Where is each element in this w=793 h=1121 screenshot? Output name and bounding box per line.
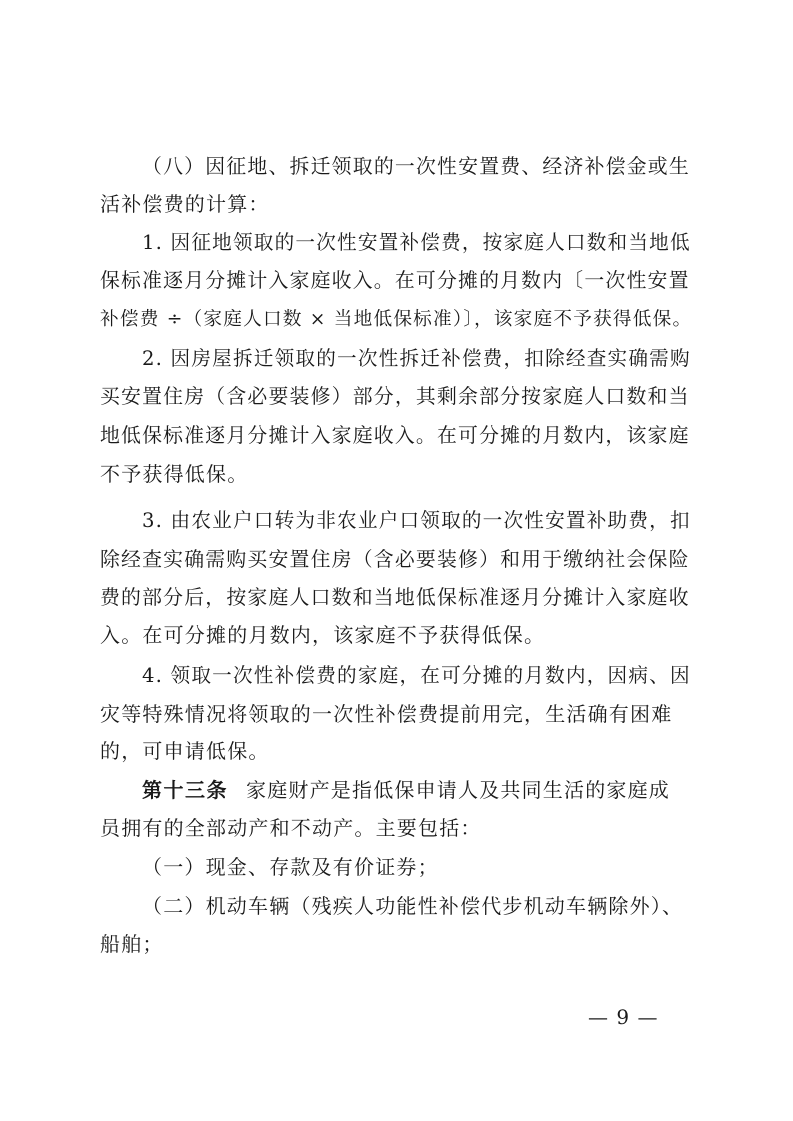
item-4-line-2: 灾等特殊情况将领取的一次性补偿费提前用完，生活确有困难 [100,702,673,726]
item-2-line-1: 2. 因房屋拆迁领取的一次性拆迁补偿费，扣除经查实确需购 [142,347,691,370]
property-item-2-line-1: （二）机动车辆（残疾人功能性补偿代步机动车辆除外）、 [142,894,684,918]
article-13-line-2: 员拥有的全部动产和不动产。主要包括： [100,816,482,840]
page-number: — 9 — [588,1005,659,1029]
article-13-text: 家庭财产是指低保申请人及共同生活的家庭成 [246,778,670,802]
item-2-line-4: 不予获得低保。 [100,462,249,486]
item-1-line-1: 1. 因征地领取的一次性安置补偿费，按家庭人口数和当地低 [142,231,691,254]
item-3-line-3: 费的部分后，按家庭人口数和当地低保标准逐月分摊计入家庭收 [100,586,690,609]
article-13-heading: 第十三条 [142,778,228,802]
item-3-line-1: 3. 由农业户口转为非农业户口领取的一次性安置补助费，扣 [142,509,691,532]
item-2-line-3: 地低保标准逐月分摊计入家庭收入。在可分摊的月数内，该家庭 [100,424,690,447]
item-2-line-2: 买安置住房（含必要装修）部分，其剩余部分按家庭人口数和当 [100,385,690,408]
paragraph-8-line-1: （八）因征地、拆迁领取的一次性安置费、经济补偿金或生 [142,155,690,178]
item-3-line-4: 入。在可分摊的月数内，该家庭不予获得低保。 [100,623,546,647]
item-1-line-3: 补偿费 ÷（家庭人口数 × 当地低保标准）〕，该家庭不予获得低保。 [100,309,693,330]
item-1-line-2: 保标准逐月分摊计入家庭收入。在可分摊的月数内〔一次性安置 [100,269,690,292]
paragraph-8-line-2: 活补偿费的计算： [100,192,270,216]
item-4-line-1: 4. 领取一次性补偿费的家庭，在可分摊的月数内，因病、因 [142,664,691,687]
property-item-2-line-2: 船舶； [100,932,164,956]
item-3-line-2: 除经查实确需购买安置住房（含必要装修）和用于缴纳社会保险 [100,548,690,571]
property-item-1: （一）现金、存款及有价证券； [142,855,439,879]
item-4-line-3: 的，可申请低保。 [100,739,270,763]
article-13-line-1 [142,775,690,805]
